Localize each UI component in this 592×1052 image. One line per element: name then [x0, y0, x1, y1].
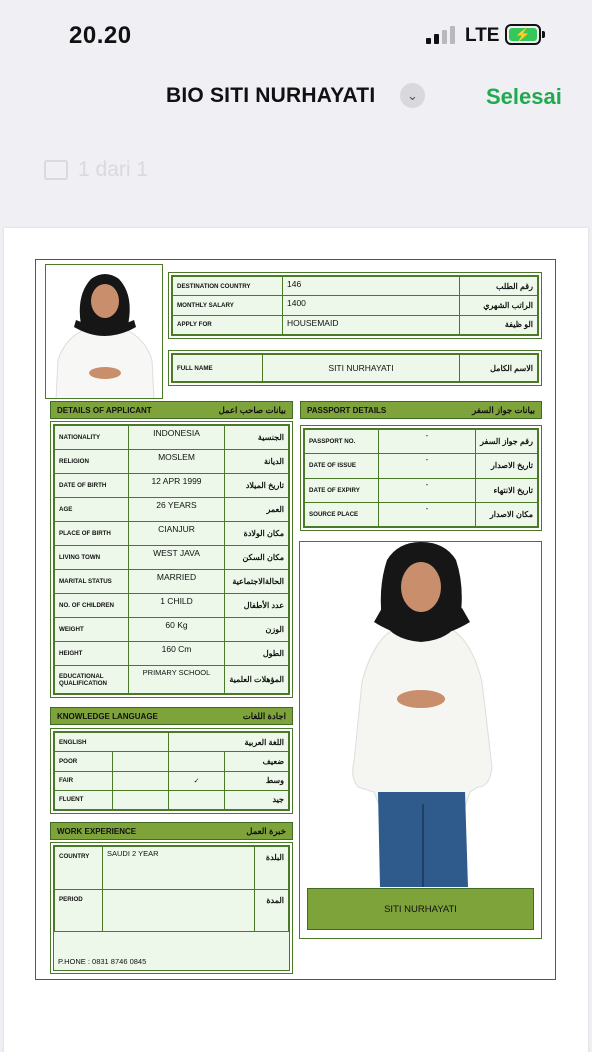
full-name-box: [168, 350, 542, 386]
table-row: [55, 546, 289, 570]
field-label-arabic: الو ظيفة: [460, 315, 538, 334]
language-header: [50, 707, 293, 725]
passport-table: [304, 429, 538, 527]
field-value: 160 Cm: [129, 642, 225, 666]
table-row: [55, 498, 289, 522]
field-value: 146: [283, 277, 460, 296]
field-label-arabic: تاريخ الميلاد: [225, 474, 289, 498]
field-value: MOSLEM: [129, 450, 225, 474]
table-row: [55, 642, 289, 666]
language-table: [54, 732, 289, 810]
field-label-arabic: الاسم الكامل: [460, 355, 538, 382]
field-value: -: [379, 478, 476, 502]
status-bar: [0, 0, 592, 70]
header-ar: خبرة العمل: [246, 825, 286, 836]
page-icon: [44, 160, 68, 180]
field-value: SAUDI 2 YEAR: [103, 847, 255, 890]
table-row: [55, 771, 289, 790]
field-label: WEIGHT: [55, 618, 129, 642]
passport-box: [300, 425, 542, 531]
field-value: HOUSEMAID: [283, 315, 460, 334]
field-label: DATE OF BIRTH: [55, 474, 129, 498]
field-label-arabic: مكان الولادة: [225, 522, 289, 546]
applicant-photo-large: [299, 541, 542, 939]
phone-number: P.HONE : 0831 8746 0845: [58, 957, 147, 966]
level-label-arabic: ضعيف: [225, 752, 289, 771]
applicant-photo-small: [45, 264, 163, 399]
field-label: PERIOD: [55, 889, 103, 932]
bio-document[interactable]: [4, 228, 588, 1052]
table-row: [173, 315, 538, 334]
field-label-arabic: الطول: [225, 642, 289, 666]
field-value: MARRIED: [129, 570, 225, 594]
field-value: -: [379, 502, 476, 526]
network-label: LTE: [465, 25, 500, 46]
photo-caption: [307, 888, 534, 930]
header-en: PASSPORT DETAILS: [307, 405, 387, 415]
work-table: [54, 846, 289, 932]
full-name-table: [172, 354, 538, 382]
full-name-value: SITI NURHAYATI: [263, 355, 460, 382]
table-row: [55, 474, 289, 498]
table-row: [55, 752, 289, 771]
field-label-arabic: رقم الطلب: [460, 277, 538, 296]
field-value: 1 CHILD: [129, 594, 225, 618]
checkmark-icon: [169, 790, 225, 809]
top-info-box: [168, 272, 542, 339]
table-row: [305, 454, 538, 478]
field-label-arabic: مكان الاصدار: [476, 502, 538, 526]
level-label-arabic: جيد: [225, 790, 289, 809]
field-label-arabic: الحالةالاجتماعية: [225, 570, 289, 594]
field-label: APPLY FOR: [173, 315, 283, 334]
field-value: [103, 889, 255, 932]
field-label: FULL NAME: [173, 355, 263, 382]
top-info-table: [172, 276, 538, 335]
field-value: PRIMARY SCHOOL: [129, 666, 225, 694]
field-label-arabic: مكان السكن: [225, 546, 289, 570]
header-en: WORK EXPERIENCE: [57, 826, 137, 836]
field-label: LIVING TOWN: [55, 546, 129, 570]
field-label-arabic: عدد الأطفال: [225, 594, 289, 618]
table-row: [55, 666, 289, 694]
field-label: PASSPORT NO.: [305, 430, 379, 454]
level-label: FLUENT: [55, 790, 113, 809]
field-label-arabic: المدة: [255, 889, 289, 932]
field-label: PLACE OF BIRTH: [55, 522, 129, 546]
english-level-cell: [113, 771, 169, 790]
applicant-header: [50, 401, 293, 419]
field-label-arabic: العمر: [225, 498, 289, 522]
field-value: 1400: [283, 296, 460, 315]
field-value: CIANJUR: [129, 522, 225, 546]
field-label-arabic: الراتب الشهري: [460, 296, 538, 315]
english-level-cell: [113, 752, 169, 771]
field-value: -: [379, 454, 476, 478]
page-indicator-label: 1 dari 1: [78, 158, 149, 181]
passport-header: [300, 401, 542, 419]
field-label: COUNTRY: [55, 847, 103, 890]
header-en: DETAILS OF APPLICANT: [57, 405, 152, 415]
table-row: [173, 355, 538, 382]
field-label: DESTINATION COUNTRY: [173, 277, 283, 296]
table-row: [55, 426, 289, 450]
page-indicator: [44, 158, 148, 182]
battery-charging-icon: ⚡: [505, 24, 541, 45]
table-row: [173, 296, 538, 315]
header-en: KNOWLEDGE LANGUAGE: [57, 711, 158, 721]
applicant-fullbody-image: [300, 542, 542, 939]
applicant-portrait-image: [46, 265, 163, 399]
table-row: [55, 889, 289, 932]
field-label-arabic: رقم جواز السفر: [476, 430, 538, 454]
field-label: NO. OF CHILDREN: [55, 594, 129, 618]
field-label-arabic: تاريخ الاصدار: [476, 454, 538, 478]
done-button[interactable]: Selesai: [486, 84, 562, 109]
checkmark-icon: ✓: [169, 771, 225, 790]
field-value: INDONESIA: [129, 426, 225, 450]
english-level-cell: [113, 790, 169, 809]
table-row: [305, 502, 538, 526]
field-value: 26 YEARS: [129, 498, 225, 522]
work-box: [50, 842, 293, 974]
table-row: [55, 847, 289, 890]
applicant-box: [50, 421, 293, 698]
field-label: SOURCE PLACE: [305, 502, 379, 526]
field-value: -: [379, 430, 476, 454]
applicant-table: [54, 425, 289, 694]
checkmark-icon: [169, 752, 225, 771]
table-row: [55, 450, 289, 474]
language-box: [50, 728, 293, 814]
table-row: [55, 733, 289, 752]
field-label: EDUCATIONAL QUALIFICATION: [55, 666, 129, 694]
work-header: [50, 822, 293, 840]
header-ar: بيانات صاحب اعمل: [218, 404, 286, 415]
field-label: DATE OF ISSUE: [305, 454, 379, 478]
level-label-arabic: وسط: [225, 771, 289, 790]
field-label-arabic: البلدة: [255, 847, 289, 890]
table-row: [55, 570, 289, 594]
field-label: MARITAL STATUS: [55, 570, 129, 594]
table-row: [305, 430, 538, 454]
field-label: DATE OF EXPIRY: [305, 478, 379, 502]
field-value: 12 APR 1999: [129, 474, 225, 498]
language-head-en: ENGLISH: [55, 733, 169, 752]
table-row: [55, 618, 289, 642]
level-label: POOR: [55, 752, 113, 771]
field-value: 60 Kg: [129, 618, 225, 642]
table-row: [55, 594, 289, 618]
language-head-ar: اللغة العربية: [169, 733, 289, 752]
field-value: WEST JAVA: [129, 546, 225, 570]
field-label-arabic: الجنسية: [225, 426, 289, 450]
table-row: [305, 478, 538, 502]
field-label-arabic: الوزن: [225, 618, 289, 642]
table-row: [173, 277, 538, 296]
level-label: FAIR: [55, 771, 113, 790]
field-label: RELIGION: [55, 450, 129, 474]
header-ar: بيانات جواز السفر: [472, 404, 535, 415]
table-row: [55, 522, 289, 546]
status-time: 20.20: [69, 22, 132, 49]
field-label-arabic: المؤهلات العلمية: [225, 666, 289, 694]
field-label-arabic: تاريخ الانتهاء: [476, 478, 538, 502]
field-label-arabic: الديانة: [225, 450, 289, 474]
photo-caption-label: SITI NURHAYATI: [384, 903, 457, 915]
header-ar: اجادة اللغات: [242, 710, 286, 721]
signal-icon: [426, 26, 455, 44]
table-row: [55, 790, 289, 809]
field-label: MONTHLY SALARY: [173, 296, 283, 315]
field-label: HEIGHT: [55, 642, 129, 666]
field-label: AGE: [55, 498, 129, 522]
field-label: NATIONALITY: [55, 426, 129, 450]
chevron-down-icon[interactable]: ⌄: [400, 83, 425, 108]
document-title[interactable]: BIO SITI NURHAYATI: [166, 84, 376, 107]
